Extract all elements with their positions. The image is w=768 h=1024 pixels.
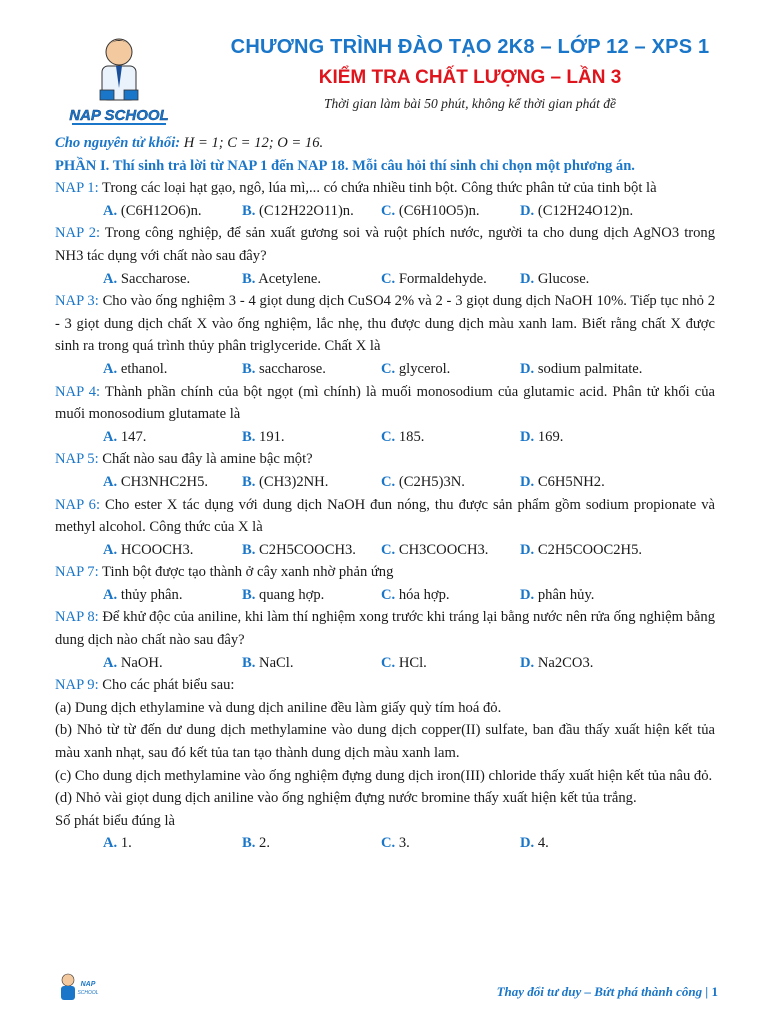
option-text: 4. [534, 835, 549, 852]
option-key: C. [381, 586, 396, 603]
question-text: Để khử độc của aniline, khi làm thí nghiệm xong trước khi tráng lại bằng nước nên rửa ống nghiệm bằng dung dịch nào chất nào sau đây? [55, 609, 715, 649]
question-label: NAP 5: [55, 451, 99, 468]
question-text: Tinh bột được tạo thành ở cây xanh nhờ phản ứng [98, 564, 394, 581]
questions.1-options [55, 268, 715, 291]
question-label: NAP 7: [55, 564, 99, 581]
questions.5-option-d [520, 539, 659, 562]
atomic-masses: Cho nguyên tử khối: H = 1; C = 12; O = 16. [55, 135, 324, 151]
option-text: CH3COOCH3. [395, 541, 489, 558]
option-key: B. [242, 428, 256, 445]
page-number: 1 [711, 984, 718, 999]
option-text: 147. [117, 428, 147, 445]
question-label: NAP 3: [55, 293, 99, 310]
statement-a: (a) Dung dịch ethylamine và dung dịch aniline đều làm giấy quỳ tím hoá đỏ. [55, 699, 502, 716]
nap-school-logo [54, 28, 184, 132]
questions.3-options [55, 426, 715, 449]
option-key: D. [520, 835, 535, 852]
question-text: Cho ester X tác dụng với dung dịch NaOH đun nóng, thu được sản phẩm gồm sodium propionate và methyl alcohol. Công thức của X là [55, 496, 715, 536]
option-text: Formaldehyde. [395, 270, 487, 287]
option-key: B. [242, 541, 256, 558]
option-key: D. [520, 654, 535, 671]
questions.0-options [55, 200, 715, 223]
question-text: Cho các phát biểu sau: [98, 677, 235, 694]
option-key: A. [103, 270, 118, 287]
option-key: D. [520, 270, 535, 287]
option-key: D. [520, 428, 535, 445]
option-key: D. [520, 541, 535, 558]
questions.2-option-c [381, 358, 520, 381]
option-text: Glucose. [534, 270, 590, 287]
option-key: D. [520, 586, 535, 603]
question-text: Cho vào ống nghiệm 3 - 4 giọt dung dịch CuSO4 2% và 2 - 3 giọt dung dịch NaOH 10%. Tiếp tục nhỏ 2 - 3 giọt dung dịch chất X vào ống nghiệm, lắc nhẹ, thu được dung dịch màu xanh lam. Biết rằng chất X được sinh ra trong quá trình thủy phân triglyceride. Chất X là [55, 293, 716, 355]
option-key: B. [242, 360, 256, 377]
option-text: ethanol. [117, 360, 168, 377]
questions.3-option-d [520, 426, 659, 449]
question-text: Thành phần chính của bột ngọt (mì chính) là muối monosodium của glutamic acid. Phân tử khối của muối monosodium glutamate là [55, 383, 716, 423]
option-key: B. [242, 835, 256, 852]
questions.1-option-c [381, 268, 520, 291]
option-text: (C6H10O5)n. [395, 202, 480, 219]
option-key: A. [103, 835, 118, 852]
program-title: CHƯƠNG TRÌNH ĐÀO TẠO 2K8 – LỚP 12 – XPS 1 [230, 36, 710, 58]
questions.7-option-b [242, 652, 381, 675]
questions.1-option-a [103, 268, 242, 291]
questions.5-option-a [103, 539, 242, 562]
questions.0-option-a [103, 200, 242, 223]
option-text: NaOH. [117, 654, 163, 671]
logo-text: NAP SCHOOL [69, 107, 169, 124]
question-2 [55, 222, 715, 267]
part-1-heading: PHẦN I. Thí sinh trả lời từ NAP 1 đến NAP 18. Mỗi câu hỏi thí sinh chỉ chọn một phương án. [55, 157, 635, 174]
option-text: 1. [117, 835, 132, 852]
option-key: C. [381, 541, 396, 558]
question-text: Trong các loại hạt gạo, ngô, lúa mì,... có chứa nhiều tinh bột. Công thức phân tử của tinh bột là [98, 180, 657, 197]
question-9-prompt: Số phát biểu đúng là [55, 812, 175, 829]
question-3 [55, 290, 715, 358]
option-text: (C2H5)3N. [395, 473, 465, 490]
question-5 [55, 448, 715, 471]
option-key: B. [242, 270, 256, 287]
option-text: (C6H12O6)n. [117, 202, 202, 219]
question-7 [55, 561, 715, 584]
option-key: B. [242, 473, 256, 490]
svg-text:NAP: NAP [80, 981, 96, 988]
option-text: phân hủy. [534, 586, 595, 603]
option-text: (CH3)2NH. [255, 473, 329, 490]
header [190, 36, 750, 112]
option-key: C. [381, 360, 396, 377]
option-text: thủy phân. [117, 586, 183, 603]
option-text: Acetylene. [255, 270, 322, 287]
question-label: NAP 8: [55, 609, 99, 626]
questions.3-option-c [381, 426, 520, 449]
questions.3-option-a [103, 426, 242, 449]
option-text: NaCl. [255, 654, 294, 671]
option-text: C6H5NH2. [534, 473, 605, 490]
option-key: A. [103, 654, 118, 671]
option-text: quang hợp. [255, 586, 325, 603]
questions.4-option-d [520, 471, 659, 494]
option-text: HCl. [395, 654, 427, 671]
questions.4-option-b [242, 471, 381, 494]
option-key: A. [103, 586, 118, 603]
statement-b: (b) Nhỏ từ từ đến dư dung dịch methylamine vào dung dịch copper(II) sulfate, ban đầu thấy xuất hiện kết tủa màu xanh nhạt, sau đó kết tủa tan tạo thành dung dịch màu xanh lam. [55, 722, 715, 762]
option-text: hóa hợp. [395, 586, 450, 603]
questions.2-options [55, 358, 715, 381]
questions.2-option-a [103, 358, 242, 381]
exam-time-note: Thời gian làm bài 50 phút, không kể thời gian phát đề [324, 96, 616, 111]
option-text: (C12H24O12)n. [534, 202, 634, 219]
questions.0-option-c [381, 200, 520, 223]
question-1 [55, 177, 715, 200]
questions.6-option-b [242, 584, 381, 607]
option-key: C. [381, 473, 396, 490]
q9-option-a [103, 832, 242, 855]
option-text: 191. [255, 428, 285, 445]
question-label: NAP 1: [55, 180, 99, 197]
option-text: HCOOCH3. [117, 541, 194, 558]
questions.6-option-a [103, 584, 242, 607]
exam-title: KIỂM TRA CHẤT LƯỢNG – LẦN 3 [318, 67, 622, 88]
questions.1-option-b [242, 268, 381, 291]
q9-option-d [520, 832, 659, 855]
statement-d: (d) Nhỏ vài giọt dung dịch aniline vào ống nghiệm đựng nước bromine thấy xuất hiện kết tủa trắng. [55, 790, 637, 807]
option-key: D. [520, 360, 535, 377]
option-text: sodium palmitate. [534, 360, 643, 377]
option-text: Na2CO3. [534, 654, 594, 671]
q9-option-c [381, 832, 520, 855]
questions.5-option-b [242, 539, 381, 562]
question-list [55, 177, 715, 855]
questions.0-option-b [242, 200, 381, 223]
questions.6-option-d [520, 584, 659, 607]
questions.7-options [55, 652, 715, 675]
option-key: C. [381, 654, 396, 671]
question-4 [55, 381, 715, 426]
svg-text:SCHOOL: SCHOOL [77, 990, 99, 996]
question-label: NAP 4: [55, 383, 101, 400]
question-text: Chất nào sau đây là amine bậc một? [98, 451, 313, 468]
option-key: A. [103, 473, 118, 490]
footer-slogan: Thay đổi tư duy – Bứt phá thành công [496, 984, 703, 999]
option-text: C2H5COOC2H5. [534, 541, 643, 558]
questions.5-option-c [381, 539, 520, 562]
option-key: B. [242, 202, 256, 219]
option-key: A. [103, 360, 118, 377]
question-9 [55, 674, 715, 697]
questions.3-option-b [242, 426, 381, 449]
option-text: saccharose. [255, 360, 326, 377]
option-key: A. [103, 202, 118, 219]
option-key: C. [381, 835, 396, 852]
questions.4-option-a [103, 471, 242, 494]
option-text: CH3NHC2H5. [117, 473, 209, 490]
question-label: NAP 2: [55, 225, 101, 242]
question-label: NAP 6: [55, 496, 101, 513]
questions.6-options [55, 584, 715, 607]
questions.4-options [55, 471, 715, 494]
q9-option-b [242, 832, 381, 855]
questions.7-option-d [520, 652, 659, 675]
question-8 [55, 606, 715, 651]
option-text: 3. [395, 835, 410, 852]
question-label: NAP 9: [55, 677, 99, 694]
exam-body [55, 132, 715, 855]
question-text: Trong công nghiệp, để sản xuất gương soi và ruột phích nước, người ta cho dung dịch AgNO3 trong NH3 tác dụng với chất nào sau đây? [55, 225, 715, 264]
option-text: glycerol. [395, 360, 451, 377]
option-text: C2H5COOCH3. [255, 541, 356, 558]
questions.2-option-d [520, 358, 659, 381]
questions.7-option-c [381, 652, 520, 675]
option-text: 185. [395, 428, 425, 445]
questions.6-option-c [381, 584, 520, 607]
option-key: C. [381, 270, 396, 287]
option-key: A. [103, 428, 118, 445]
questions.7-option-a [103, 652, 242, 675]
option-key: C. [381, 202, 396, 219]
option-text: (C12H22O11)n. [255, 202, 354, 219]
option-key: A. [103, 541, 118, 558]
footer: Thay đổi tư duy – Bứt phá thành công | 1 [496, 984, 718, 999]
questions.0-option-d [520, 200, 659, 223]
option-key: B. [242, 654, 256, 671]
option-text: 169. [534, 428, 564, 445]
questions.4-option-c [381, 471, 520, 494]
option-key: C. [381, 428, 396, 445]
option-key: B. [242, 586, 256, 603]
questions.2-option-b [242, 358, 381, 381]
option-text: Saccharose. [117, 270, 191, 287]
q9-options [55, 832, 715, 855]
option-key: D. [520, 473, 535, 490]
option-key: D. [520, 202, 535, 219]
question-6 [55, 494, 715, 539]
footer-logo [52, 970, 102, 1004]
questions.1-option-d [520, 268, 659, 291]
questions.5-options [55, 539, 715, 562]
option-text: 2. [255, 835, 270, 852]
statement-c: (c) Cho dung dịch methylamine vào ống nghiệm đựng dung dịch iron(III) chloride thấy xuất hiện kết tủa nâu đỏ. [55, 767, 713, 784]
